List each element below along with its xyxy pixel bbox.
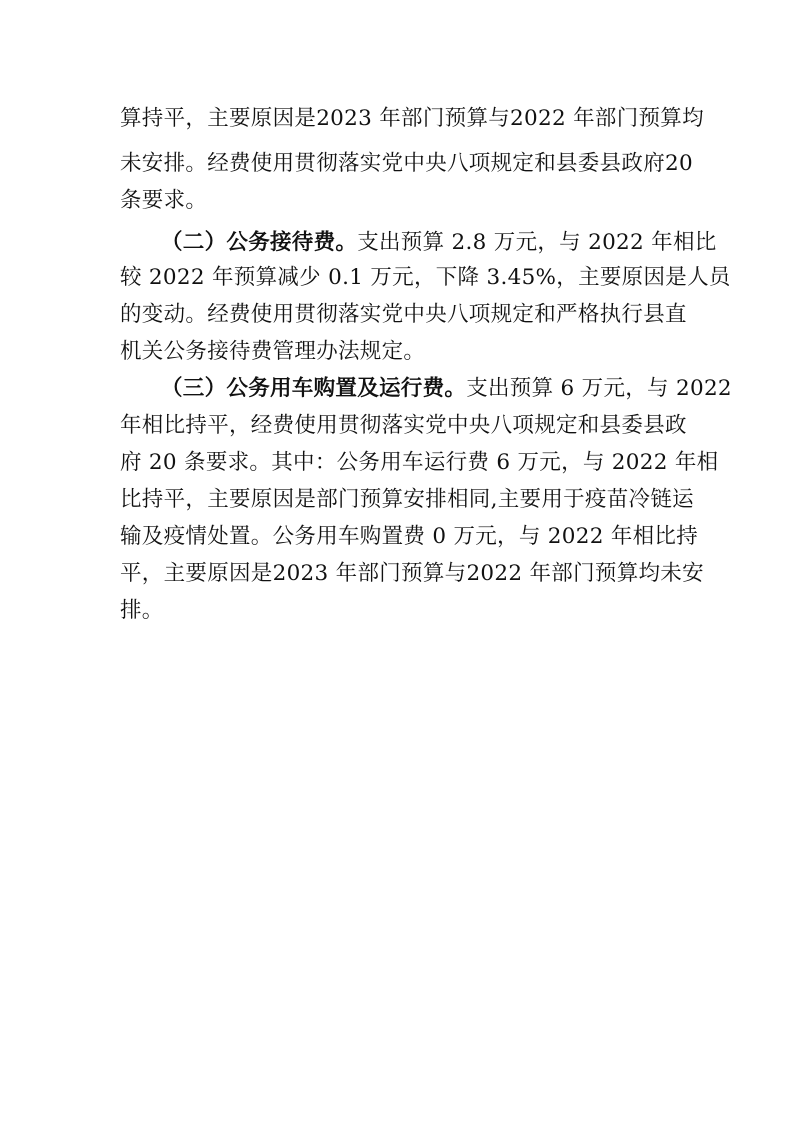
section-3-text: 支出预算 6 万元，与 2022 (466, 376, 732, 401)
paragraph-line: 年相比持平，经费使用贯彻落实党中央八项规定和县委县政 (120, 413, 687, 438)
paragraph-line: 平，主要原因是2023 年部门预算与2022 年部门预算均未安 (120, 561, 704, 586)
section-2-text: 支出预算 2.8 万元，与 2022 年相比 (357, 230, 717, 255)
section-2-first-line (161, 229, 717, 257)
paragraph-line: 府 20 条要求。其中：公务用车运行费 6 万元，与 2022 年相 (120, 450, 719, 475)
section-3-heading: （三）公务用车购置及运行费。 (161, 376, 467, 401)
paragraph-line: 排。 (120, 598, 164, 623)
section-2-heading: （二）公务接待费。 (161, 230, 358, 255)
paragraph-line: 较 2022 年预算减少 0.1 万元，下降 3.45%，主要原因是人员 (120, 265, 731, 290)
paragraph-line: 算持平，主要原因是2023 年部门预算与2022 年部门预算均 (120, 106, 704, 131)
section-3-first-line (161, 375, 732, 403)
paragraph-line: 输及疫情处置。公务用车购置费 0 万元，与 2022 年相比持 (120, 524, 699, 549)
paragraph-line: 比持平，主要原因是部门预算安排相同,主要用于疫苗冷链运 (120, 487, 694, 512)
paragraph-line: 未安排。经费使用贯彻落实党中央八项规定和县委县政府20 (120, 151, 693, 176)
paragraph-line: 的变动。经费使用贯彻落实党中央八项规定和严格执行县直 (120, 302, 687, 327)
paragraph-line: 条要求。 (120, 188, 208, 213)
paragraph-line: 机关公务接待费管理办法规定。 (120, 339, 426, 364)
